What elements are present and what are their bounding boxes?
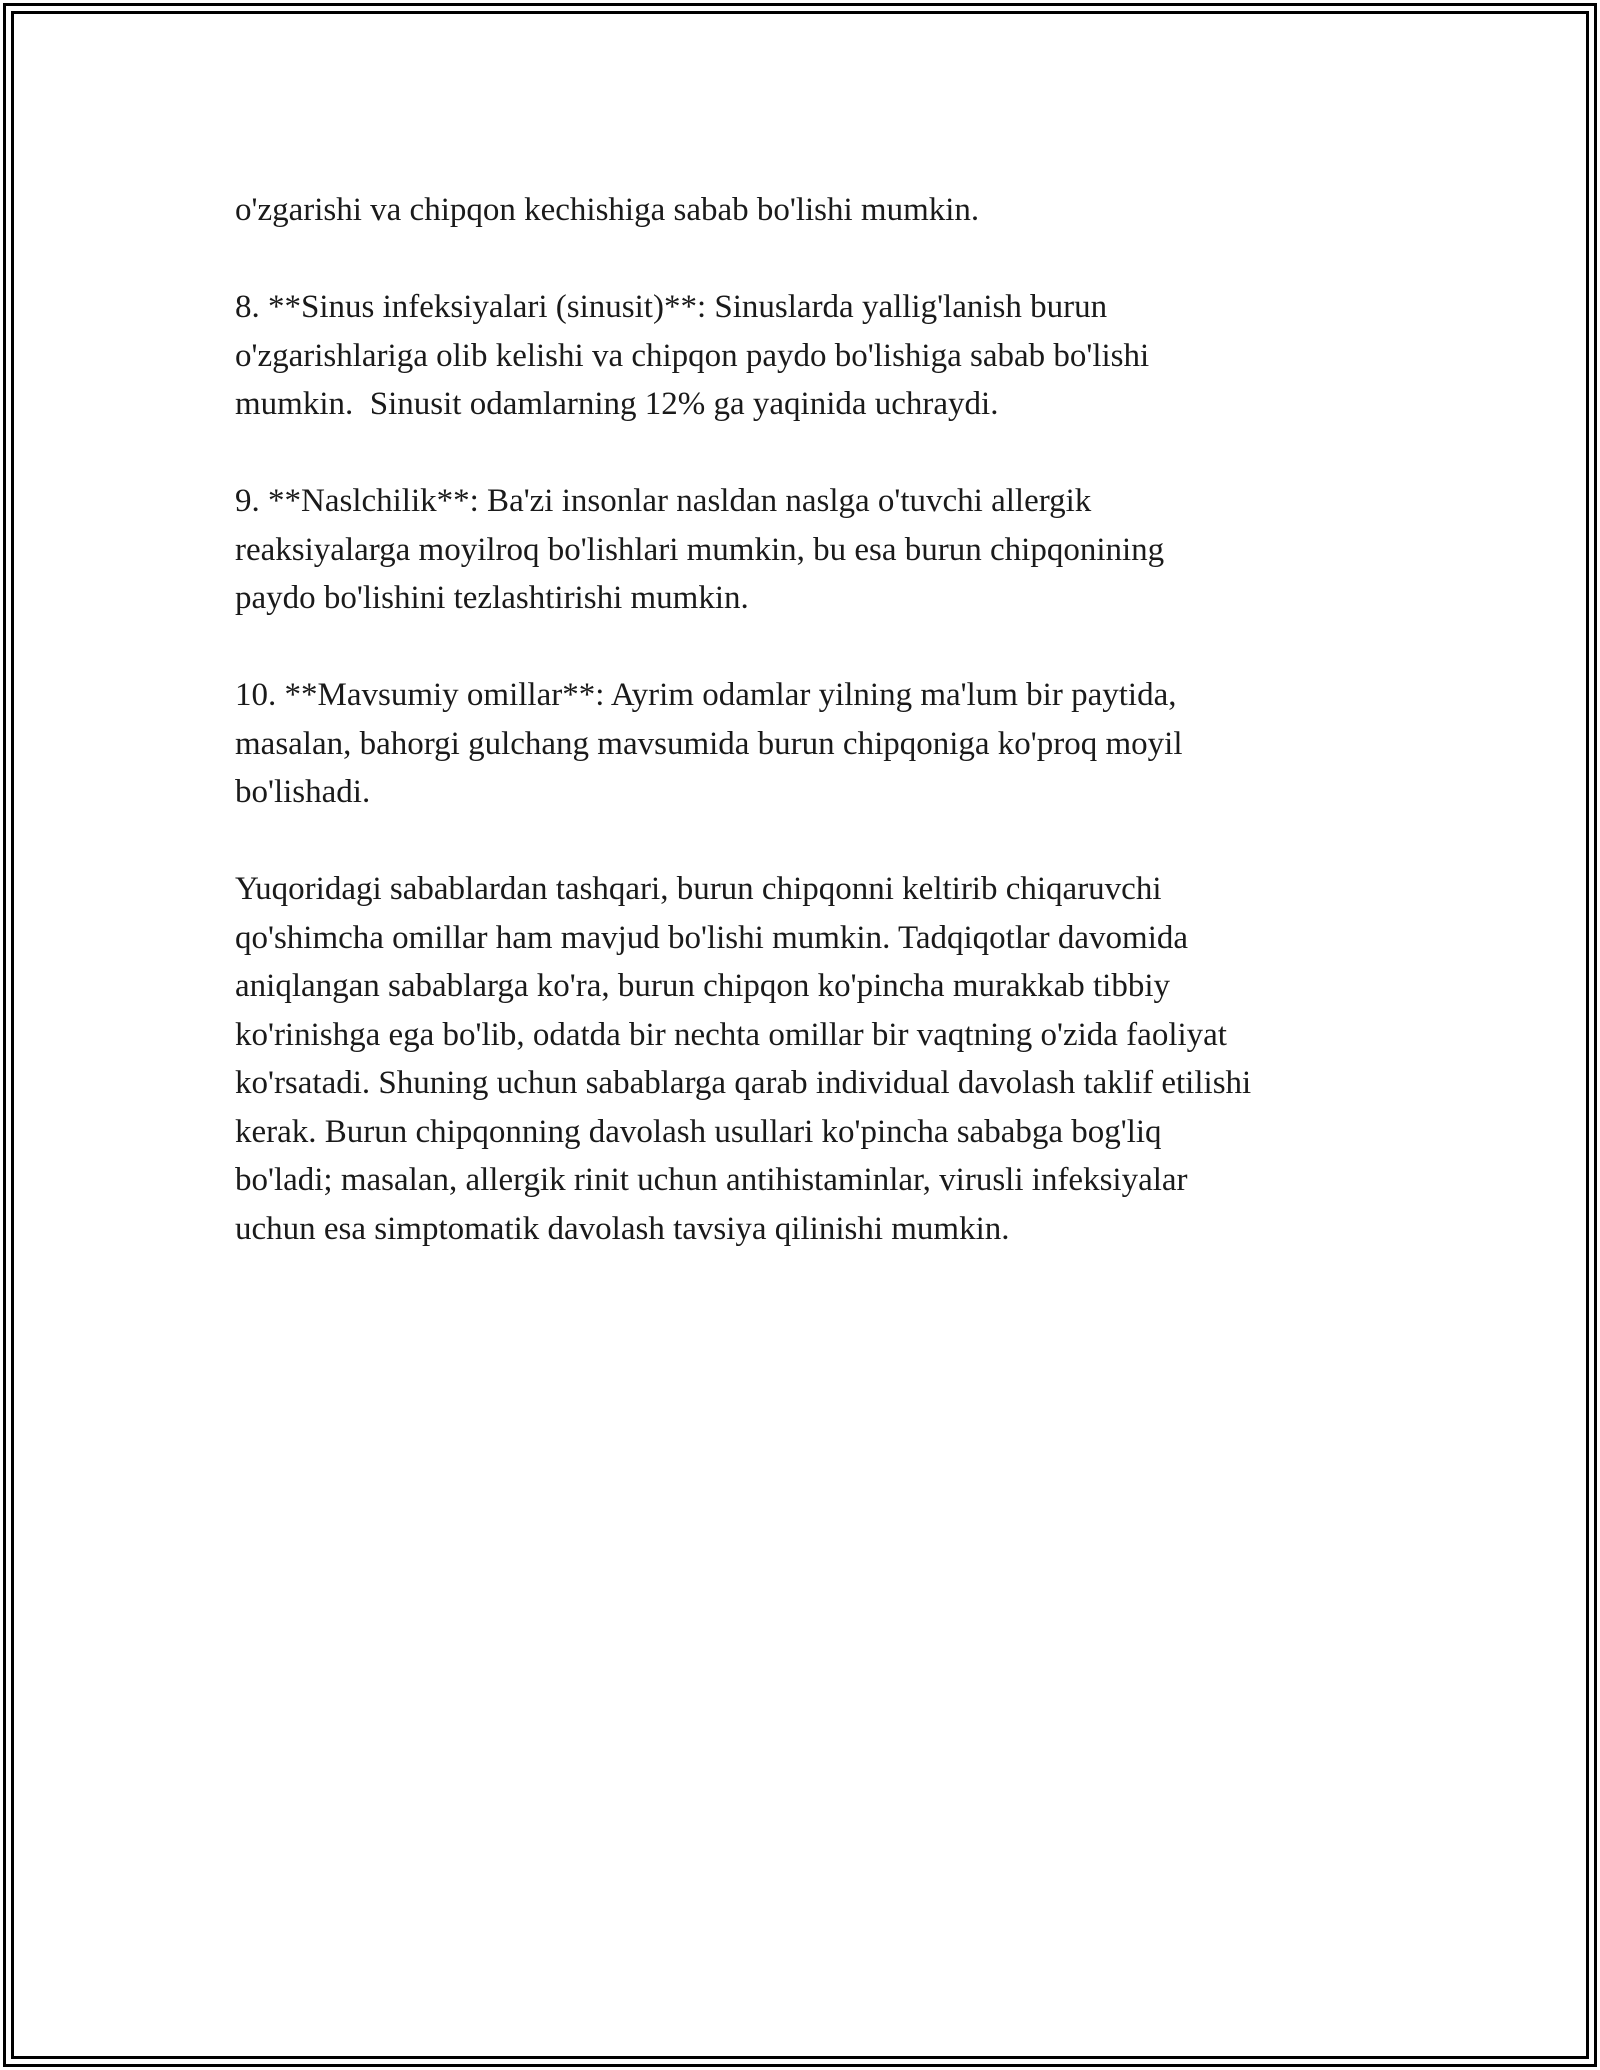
- paragraph-conclusion: [235, 865, 1385, 1253]
- text-line: bo'ladi; masalan, allergik rinit uchun antihistaminlar, virusli infeksiyalar: [235, 1162, 1188, 1198]
- paragraph-item-8-sinus: [235, 283, 1385, 429]
- text-line: o'zgarishlariga olib kelishi va chipqon paydo bo'lishiga sabab bo'lishi: [235, 337, 1150, 374]
- text-line: 8. **Sinus infeksiyalari (sinusit)**: Sinuslarda yallig'lanish burun: [235, 289, 1108, 325]
- text-line: reaksiyalarga moyilroq bo'lishlari mumkin, bu esa burun chipqonining: [235, 531, 1165, 568]
- text-line: masalan, bahorgi gulchang mavsumida burun chipqoniga ko'proq moyil: [235, 725, 1183, 762]
- text-line: ko'rinishga ega bo'lib, odatda bir nechta omillar bir vaqtning o'zida faoliyat: [235, 1016, 1227, 1053]
- text-line: ko'rsatadi. Shuning uchun sabablarga qarab individual davolash taklif etilishi: [235, 1065, 1252, 1101]
- text-line: 10. **Mavsumiy omillar**: Ayrim odamlar yilning ma'lum bir paytida,: [235, 677, 1177, 713]
- paragraph-continuation: [235, 186, 1385, 235]
- text-line: kerak. Burun chipqonning davolash usullari ko'pincha sababga bog'liq: [235, 1113, 1162, 1150]
- text-line: paydo bo'lishini tezlashtirishi mumkin.: [235, 580, 749, 616]
- text-line: aniqlangan sabablarga ko'ra, burun chipqon ko'pincha murakkab tibbiy: [235, 968, 1171, 1004]
- text-line: uchun esa simptomatik davolash tavsiya qilinishi mumkin.: [235, 1210, 1010, 1247]
- text-line: mumkin. Sinusit odamlarning 12% ga yaqinida uchraydi.: [235, 386, 999, 422]
- text-line: o'zgarishi va chipqon kechishiga sabab bo'lishi mumkin.: [235, 192, 980, 228]
- text-line: qo'shimcha omillar ham mavjud bo'lishi mumkin. Tadqiqotlar davomida: [235, 919, 1189, 956]
- paragraph-item-10-mavsumiy: [235, 671, 1385, 817]
- text-line: Yuqoridagi sabablardan tashqari, burun chipqonni keltirib chiqaruvchi: [235, 871, 1162, 907]
- text-line: 9. **Naslchilik**: Ba'zi insonlar nasldan naslga o'tuvchi allergik: [235, 483, 1092, 519]
- document-body: [235, 186, 1385, 1302]
- text-line: bo'lishadi.: [235, 774, 371, 810]
- paragraph-item-9-naslchilik: [235, 477, 1385, 623]
